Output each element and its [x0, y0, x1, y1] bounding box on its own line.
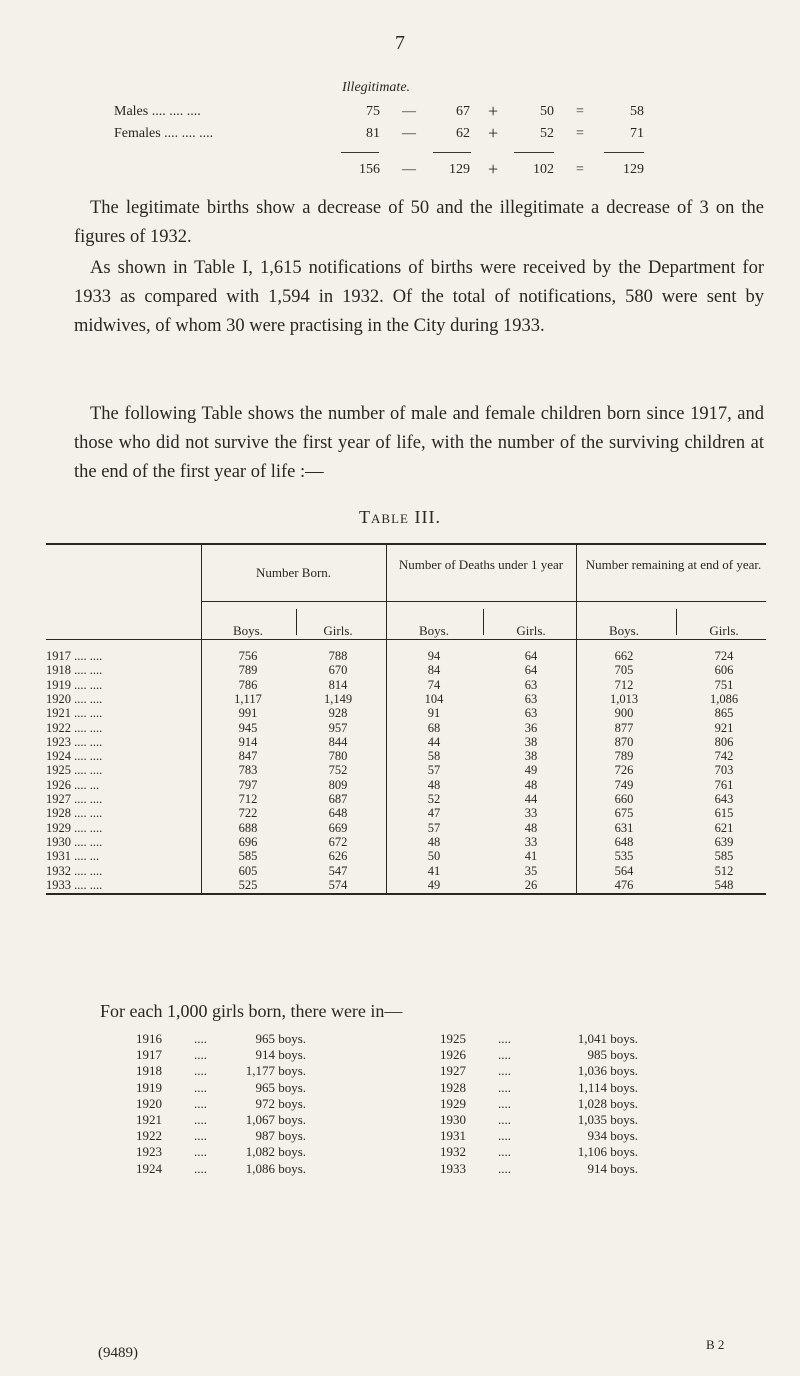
table-cell: 751: [714, 677, 734, 692]
subcolumn-divider: [296, 609, 297, 635]
table-cell: 712: [238, 792, 258, 806]
table-cell: 780: [328, 749, 348, 764]
table-cell: 991: [238, 706, 258, 721]
table-cell: 84: [427, 663, 441, 678]
table-cell: 547: [328, 863, 348, 878]
table-cell: 47: [427, 806, 441, 821]
table-cell: 703: [714, 763, 734, 778]
ratio-entry: [136, 1112, 436, 1128]
ratio-year: 1929: [440, 1095, 466, 1111]
row-year: 1926 .... ...: [46, 777, 100, 792]
ratio-year: 1931: [440, 1128, 466, 1144]
table-cell: 476: [614, 877, 634, 892]
table-cell: 957: [328, 720, 348, 735]
ratio-leader-dots: ....: [498, 1079, 511, 1095]
table-cell: 742: [714, 749, 734, 764]
table-top-rule: [46, 543, 766, 545]
ratio-value: 965 boys.: [255, 1031, 306, 1046]
operator-equals: =: [576, 104, 584, 119]
table-cell: 928: [328, 706, 348, 721]
ratio-value: 1,067 boys.: [245, 1112, 306, 1127]
table-title: Table III.: [359, 507, 441, 527]
table-cell: 64: [524, 663, 538, 678]
ratio-entry: [440, 1063, 740, 1079]
ratio-entry: [136, 1063, 436, 1079]
header-number-born: Number Born.: [255, 565, 332, 580]
table-cell: 722: [238, 806, 258, 821]
table-cell: 670: [328, 663, 348, 678]
ratio-leader-dots: ....: [498, 1112, 511, 1127]
ratio-value: 1,106 boys.: [577, 1144, 638, 1160]
table-cell: 574: [328, 877, 348, 892]
table-cell: 585: [714, 849, 734, 864]
ratio-entry: [440, 1144, 740, 1160]
table-cell: 865: [714, 706, 734, 721]
table-cell: 48: [524, 777, 538, 792]
table-cell: 548: [714, 877, 734, 892]
ratio-value: 1,036 boys.: [577, 1063, 638, 1079]
paragraph-births: The legitimate births show a decrease of 50 and the illegitimate a decrease of 3 on the figures of 1932.: [74, 198, 764, 247]
table-cell: 648: [328, 806, 348, 821]
ratio-entry: [440, 1080, 740, 1096]
table-cell: 788: [328, 649, 348, 663]
table-cell: 749: [614, 777, 634, 792]
table-cell: 1,086: [709, 691, 739, 706]
table-cell: 94: [427, 649, 441, 663]
ratio-leader-dots: ....: [498, 1095, 511, 1111]
table-cell: 648: [614, 834, 634, 849]
page-number: 7: [395, 32, 405, 54]
table-cell: 57: [427, 820, 441, 835]
row-year: 1918 .... ....: [46, 663, 103, 678]
ratio-leader-dots: ....: [498, 1144, 511, 1160]
ratio-leader-dots: ....: [194, 1144, 207, 1160]
table-cell: 585: [238, 849, 258, 864]
value-a: 75: [366, 104, 380, 119]
value-a: 81: [366, 126, 380, 141]
table-cell: 705: [614, 663, 634, 678]
row-year: 1925 .... ....: [46, 763, 103, 778]
table-cell: 662: [614, 649, 634, 663]
header-rule: [46, 639, 766, 640]
table-cell: 49: [427, 877, 441, 892]
table-cell: 41: [427, 863, 441, 878]
ratio-entry: [440, 1031, 740, 1047]
table-cell: 761: [714, 777, 734, 792]
row-year: 1930 .... ....: [46, 834, 103, 849]
ratio-value: 914 boys.: [255, 1047, 306, 1063]
sum-rule: [514, 152, 554, 153]
table-cell: 809: [328, 777, 348, 792]
value-d: 58: [630, 104, 644, 119]
ratio-year: 1927: [440, 1063, 466, 1079]
ratio-leader-dots: ....: [194, 1063, 207, 1079]
table-cell: 621: [714, 820, 734, 835]
table-cell: 877: [614, 720, 634, 735]
footer-print-number: (9489): [98, 1345, 138, 1361]
operator-minus: —: [402, 104, 416, 119]
footer-signature: B 2: [706, 1337, 725, 1352]
total-c: 102: [533, 162, 554, 177]
row-year: 1919 .... ....: [46, 677, 103, 692]
table-cell: 48: [427, 834, 441, 849]
table-cell: 512: [714, 863, 734, 878]
table-cell: 814: [328, 677, 348, 692]
ratio-year: 1923: [136, 1144, 162, 1160]
row-year: 1917 .... ....: [46, 649, 103, 663]
table-cell: 797: [238, 777, 258, 792]
table-cell: 921: [714, 720, 734, 735]
table-cell: 564: [614, 863, 634, 878]
ratio-entry: [440, 1112, 740, 1128]
table-cell: 74: [427, 677, 441, 692]
ratio-entry: [136, 1144, 436, 1160]
header-remaining: Number remaining at end of year.: [585, 557, 762, 572]
subheader-girls: Girls.: [516, 623, 546, 638]
operator-minus: —: [402, 162, 416, 177]
sum-rule: [433, 152, 471, 153]
ratio-value: 1,086 boys.: [245, 1160, 306, 1176]
row-year: 1927 .... ....: [46, 792, 103, 806]
table-cell: 104: [424, 691, 444, 706]
ratio-leader-dots: ....: [194, 1079, 207, 1095]
table-cell: 756: [238, 649, 258, 663]
table-cell: 44: [524, 792, 538, 806]
table-cell: 64: [524, 649, 538, 663]
row-year: 1932 .... ....: [46, 863, 103, 878]
illegitimate-heading: Illegitimate.: [342, 80, 411, 95]
ratio-value: 1,082 boys.: [245, 1144, 306, 1160]
ratio-entry: [440, 1047, 740, 1063]
table-cell: 900: [614, 706, 634, 721]
ratio-value: 1,177 boys.: [245, 1063, 306, 1079]
ratio-entry: [136, 1031, 436, 1047]
table-cell: 606: [714, 663, 734, 678]
total-a: 156: [359, 162, 380, 177]
row-label: Females .... .... ....: [114, 126, 214, 141]
ratio-year: 1917: [136, 1047, 162, 1063]
operator-plus: +: [488, 159, 499, 179]
table-cell: 789: [238, 663, 258, 678]
ratio-year: 1920: [136, 1095, 162, 1111]
table-cell: 783: [238, 763, 258, 778]
ratio-leader-dots: ....: [194, 1095, 207, 1111]
table-cell: 535: [614, 849, 634, 864]
ratio-value: 1,028 boys.: [577, 1095, 638, 1111]
ratio-year: 1916: [136, 1031, 162, 1046]
table-cell: 49: [524, 763, 538, 778]
ratio-value: 1,041 boys.: [577, 1031, 638, 1046]
ratio-year: 1925: [440, 1031, 466, 1046]
ratio-year: 1930: [440, 1112, 466, 1127]
table-cell: 1,149: [323, 691, 353, 706]
table-cell: 712: [614, 677, 634, 692]
table-cell: 660: [614, 792, 634, 806]
ratio-leader-dots: ....: [498, 1160, 511, 1176]
table-cell: 63: [524, 677, 538, 692]
row-year: 1933 .... ....: [46, 877, 103, 892]
ratio-leader-dots: ....: [498, 1047, 511, 1063]
ratio-entry: [136, 1080, 436, 1096]
row-year: 1928 .... ....: [46, 806, 103, 821]
table-cell: 726: [614, 763, 634, 778]
table-cell: 847: [238, 749, 258, 764]
operator-plus: +: [488, 123, 499, 143]
ratio-value: 985 boys.: [587, 1047, 638, 1063]
table-cell: 50: [427, 849, 441, 864]
table-cell: 57: [427, 763, 441, 778]
operator-equals: =: [576, 126, 584, 141]
table-cell: 724: [714, 649, 734, 663]
table-cell: 696: [238, 834, 258, 849]
table-cell: 844: [328, 734, 348, 749]
table-cell: 672: [328, 834, 348, 849]
row-year: 1922 .... ....: [46, 720, 103, 735]
header-deaths: Number of Deaths under 1 year: [398, 557, 564, 572]
table-cell: 33: [524, 806, 538, 821]
ratio-value: 972 boys.: [255, 1095, 306, 1111]
ratio-entry: [440, 1161, 740, 1177]
table-cell: 33: [524, 834, 538, 849]
table-cell: 945: [238, 720, 258, 735]
ratio-year: 1921: [136, 1112, 162, 1127]
ratio-entry: [136, 1128, 436, 1144]
ratio-leader-dots: ....: [498, 1031, 511, 1046]
ratio-leader-dots: ....: [194, 1031, 207, 1046]
total-b: 129: [449, 162, 470, 177]
ratio-value: 1,114 boys.: [578, 1079, 638, 1095]
table-cell: 639: [714, 834, 734, 849]
ratio-leader-dots: ....: [194, 1047, 207, 1063]
table-cell: 44: [427, 734, 441, 749]
table-row: [46, 878, 766, 894]
value-b: 67: [456, 104, 470, 119]
table-cell: 26: [524, 877, 538, 892]
ratio-year: 1918: [136, 1063, 162, 1079]
table-cell: 52: [427, 792, 441, 806]
ratio-year: 1922: [136, 1128, 162, 1144]
value-c: 52: [540, 126, 554, 141]
ratio-value: 987 boys.: [255, 1128, 306, 1144]
table-cell: 786: [238, 677, 258, 692]
ratio-year: 1919: [136, 1079, 162, 1095]
subheader-boys: Boys.: [609, 623, 639, 638]
sum-rule: [341, 152, 379, 153]
ratio-value: 965 boys.: [255, 1079, 306, 1095]
ratio-value: 934 boys.: [587, 1128, 638, 1144]
table-cell: 870: [614, 734, 634, 749]
row-year: 1924 .... ....: [46, 749, 103, 764]
table-cell: 63: [524, 691, 538, 706]
ratio-entry: [440, 1096, 740, 1112]
total-d: 129: [623, 162, 644, 177]
ratio-value: 914 boys.: [587, 1160, 638, 1176]
table-cell: 1,117: [234, 691, 262, 706]
operator-equals: =: [576, 162, 584, 177]
table-cell: 35: [524, 863, 538, 878]
row-year: 1923 .... ....: [46, 734, 103, 749]
paragraph-notifications: As shown in Table I, 1,615 notifications of births were received by the Department for 1933 as compared with 1,594 in 1932. Of the total of notifications, 580 were sent by midwives, of whom 30 were practising in the City during 1933.: [74, 258, 764, 336]
subheader-boys: Boys.: [233, 623, 263, 638]
ratio-leader-dots: ....: [194, 1112, 207, 1127]
ratio-year: 1928: [440, 1079, 466, 1095]
table-cell: 789: [614, 749, 634, 764]
table-cell: 68: [427, 720, 441, 735]
subheader-boys: Boys.: [419, 623, 449, 638]
table-cell: 605: [238, 863, 258, 878]
table-cell: 806: [714, 734, 734, 749]
ratio-value: 1,035 boys.: [577, 1112, 638, 1127]
ratio-leader-dots: ....: [194, 1128, 207, 1144]
ratio-year: 1926: [440, 1047, 466, 1063]
value-b: 62: [456, 126, 470, 141]
value-c: 50: [540, 104, 554, 119]
subheader-girls: Girls.: [709, 623, 739, 638]
table-cell: 525: [238, 877, 258, 892]
ratio-entry: [136, 1096, 436, 1112]
ratio-leader-dots: ....: [194, 1160, 207, 1176]
ratio-leader-dots: ....: [498, 1063, 511, 1079]
value-d: 71: [630, 126, 644, 141]
table-cell: 48: [524, 820, 538, 835]
subcolumn-divider: [483, 609, 484, 635]
table-cell: 38: [524, 749, 538, 764]
ratio-year: 1932: [440, 1144, 466, 1160]
row-year: 1931 .... ...: [46, 849, 100, 864]
table-cell: 752: [328, 763, 348, 778]
table-cell: 91: [427, 706, 441, 721]
table-cell: 615: [714, 806, 734, 821]
table-cell: 41: [524, 849, 538, 864]
paragraph-table-intro: The following Table shows the number of male and female children born since 1917, and those who did not survive the first year of life, with the number of the surviving children at the end of the first year of life :—: [74, 404, 764, 482]
row-year: 1921 .... ....: [46, 706, 103, 721]
table-cell: 58: [427, 749, 441, 764]
ratio-year: 1924: [136, 1160, 162, 1176]
table-cell: 688: [238, 820, 258, 835]
row-label: Males .... .... ....: [114, 104, 201, 119]
ratio-entry: [440, 1128, 740, 1144]
table-cell: 914: [238, 734, 258, 749]
ratio-year: 1933: [440, 1160, 466, 1176]
table-cell: 669: [328, 820, 348, 835]
table-cell: 1,013: [609, 691, 639, 706]
ratio-leader-dots: ....: [498, 1128, 511, 1144]
row-year: 1929 .... ....: [46, 820, 103, 835]
operator-plus: +: [488, 101, 499, 121]
sum-rule: [604, 152, 644, 153]
table-cell: 626: [328, 849, 348, 864]
table-cell: 48: [427, 777, 441, 792]
table-cell: 675: [614, 806, 634, 821]
row-year: 1920 .... ....: [46, 691, 103, 706]
subheader-girls: Girls.: [323, 623, 353, 638]
ratio-entry: [136, 1047, 436, 1063]
subcolumn-divider: [676, 609, 677, 635]
table-cell: 631: [614, 820, 634, 835]
table-cell: 643: [714, 792, 734, 806]
ratios-heading: For each 1,000 girls born, there were in—: [100, 1001, 403, 1021]
operator-minus: —: [402, 126, 416, 141]
table-cell: 63: [524, 706, 538, 721]
table-cell: 38: [524, 734, 538, 749]
table-cell: 687: [328, 792, 348, 806]
group-rule: [201, 601, 766, 602]
ratio-entry: [136, 1161, 436, 1177]
table-cell: 36: [524, 720, 538, 735]
